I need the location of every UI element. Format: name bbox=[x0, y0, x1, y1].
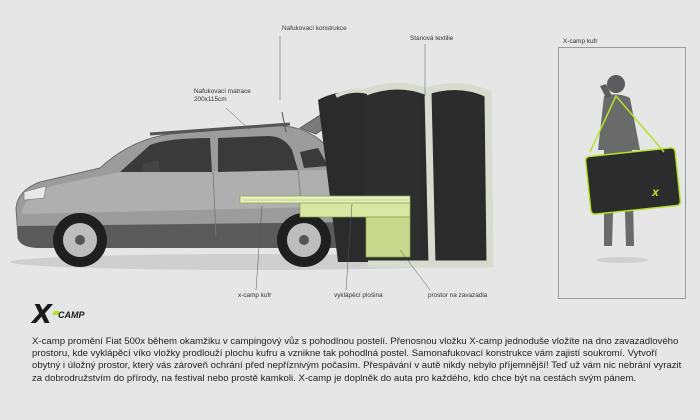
product-description: X-camp promění Fiat 500x během okamžiku v campingový vůz s pohodlnou postelí. Přenosnou vložku X-camp jednoduše vložíte na dno zavazadlového prostoru, kde vyklápěcí víko vložky prodlouží plochu kufru a vznikne tak pohodlná postel. Samonafukovací konstrukce vám zajistí soukromí. Vytvoří obytný i úložný prostor, který vás zároveň ochrání před nepříznivým počasím. Přespávání v autě nikdy nebylo příjemnější! Teď už vám nic nebrání vyrazit za dobrodružstvím do přírody, na festival nebo prostě kamkoli. X-camp je doplněk do auta pro každého, kdo chce být na cestách svým pánem. bbox=[32, 336, 682, 384]
fold-out-platform bbox=[240, 196, 410, 203]
label-tent-textile: Stanová textilie bbox=[410, 35, 454, 42]
logo-text: CAMP bbox=[58, 310, 85, 320]
label-fold-out-platform: vyklápěcí plošina bbox=[334, 292, 383, 299]
label-mattress-name: Nafukovací matrace bbox=[194, 88, 251, 95]
case-logo-icon: X bbox=[652, 189, 659, 199]
label-inflatable-mattress bbox=[194, 88, 251, 104]
car bbox=[16, 92, 368, 267]
label-mattress-size: 200x115cm bbox=[194, 96, 227, 103]
xcamp-logo bbox=[32, 300, 112, 328]
luggage-box bbox=[366, 217, 410, 257]
label-case-panel-title: X-camp kufr bbox=[563, 38, 598, 45]
label-trunk-case: x-camp kufr bbox=[238, 292, 272, 299]
label-luggage-space: prostor na zavazadla bbox=[428, 292, 488, 299]
case-panel-frame bbox=[558, 47, 686, 299]
label-inflatable-structure: Nafukovací konstrukce bbox=[282, 25, 347, 32]
logo-mark: X bbox=[32, 300, 52, 330]
